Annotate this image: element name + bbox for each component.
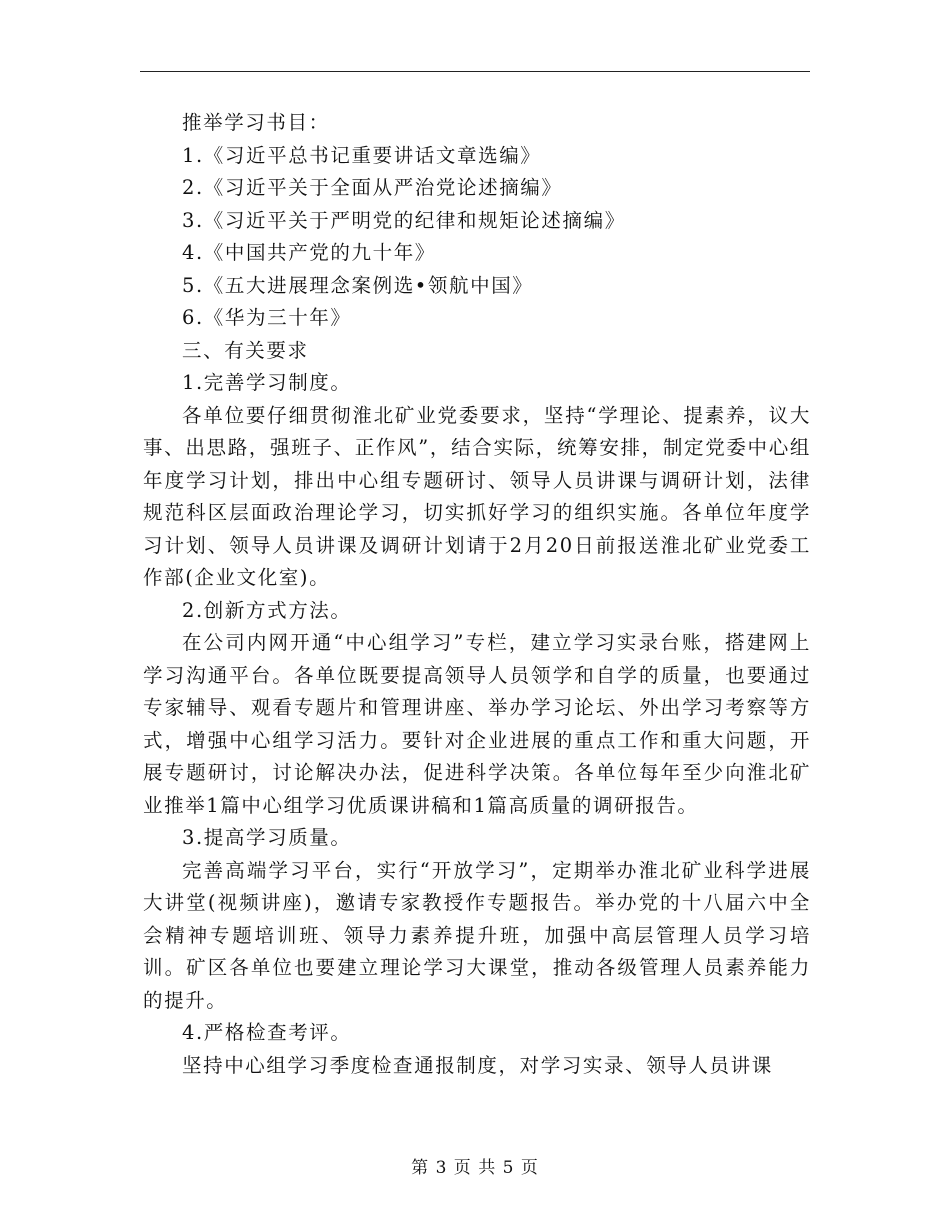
book-item-3: 3.《习近平关于严明党的纪律和规矩论述摘编》 (182, 208, 626, 232)
requirement-2-heading: 2.创新方式方法。 (182, 598, 352, 622)
requirement-3-body: 完善高端学习平台，实行“开放学习”，定期举办淮北矿业科学进展大讲堂(视频讲座)，邀请专家教授作专题报告。举办党的十八届六中全会精神专题培训班、领导力素养提升班，加强中高层管理人员学习培训。矿区各单位也要建立理论学习大课堂，推动各级管理人员素养能力的提升。 (143, 858, 811, 1012)
header-rule (140, 71, 810, 72)
book-item-2: 2.《习近平关于全面从严治党论述摘编》 (182, 176, 563, 199)
book-item-1: 1.《习近平总书记重要讲话文章选编》 (182, 143, 542, 167)
section-heading-requirements: 三、有关要求 (182, 338, 309, 362)
book-list-heading: 推举学习书目： (182, 111, 330, 134)
book-item-4: 4.《中国共产党的九十年》 (182, 241, 436, 264)
requirement-2-body: 在公司内网开通“中心组学习”专栏，建立学习实录台账，搭建网上学习沟通平台。各单位既要提高领导人员领学和自学的质量，也要通过专家辅导、观看专题片和管理讲座、举办学习论坛、外出学习考察等方式，增强中心组学习活力。要针对企业进展的重点工作和重大问题，开展专题研讨，讨论解决办法，促进科学决策。各单位每年至少向淮北矿业推举1篇中心组学习优质课讲稿和1篇高质量的调研报告。 (143, 631, 811, 817)
book-item-5: 5.《五大进展理念案例选•领航中国》 (182, 273, 534, 297)
page-number-footer: 第 3 页 共 5 页 (411, 1158, 539, 1178)
requirement-4-heading: 4.严格检查考评。 (182, 1021, 352, 1044)
requirement-3-heading: 3.提高学习质量。 (182, 826, 352, 849)
book-item-6: 6.《华为三十年》 (182, 306, 352, 329)
requirement-4-body: 坚持中心组学习季度检查通报制度，对学习实录、领导人员讲课 (182, 1053, 773, 1077)
requirement-1-heading: 1.完善学习制度。 (182, 371, 352, 394)
requirement-1-body: 各单位要仔细贯彻淮北矿业党委要求，坚持“学理论、提素养，议大事、出思路，强班子、正作风”，结合实际，统筹安排，制定党委中心组年度学习计划，排出中心组专题研讨、领导人员讲课与调研计划，法律规范科区层面政治理论学习，切实抓好学习的组织实施。各单位年度学习计划、领导人员讲课及调研计划请于2月20日前报送淮北矿业党委工作部(企业文化室)。 (143, 403, 811, 589)
document-body (143, 107, 811, 1082)
